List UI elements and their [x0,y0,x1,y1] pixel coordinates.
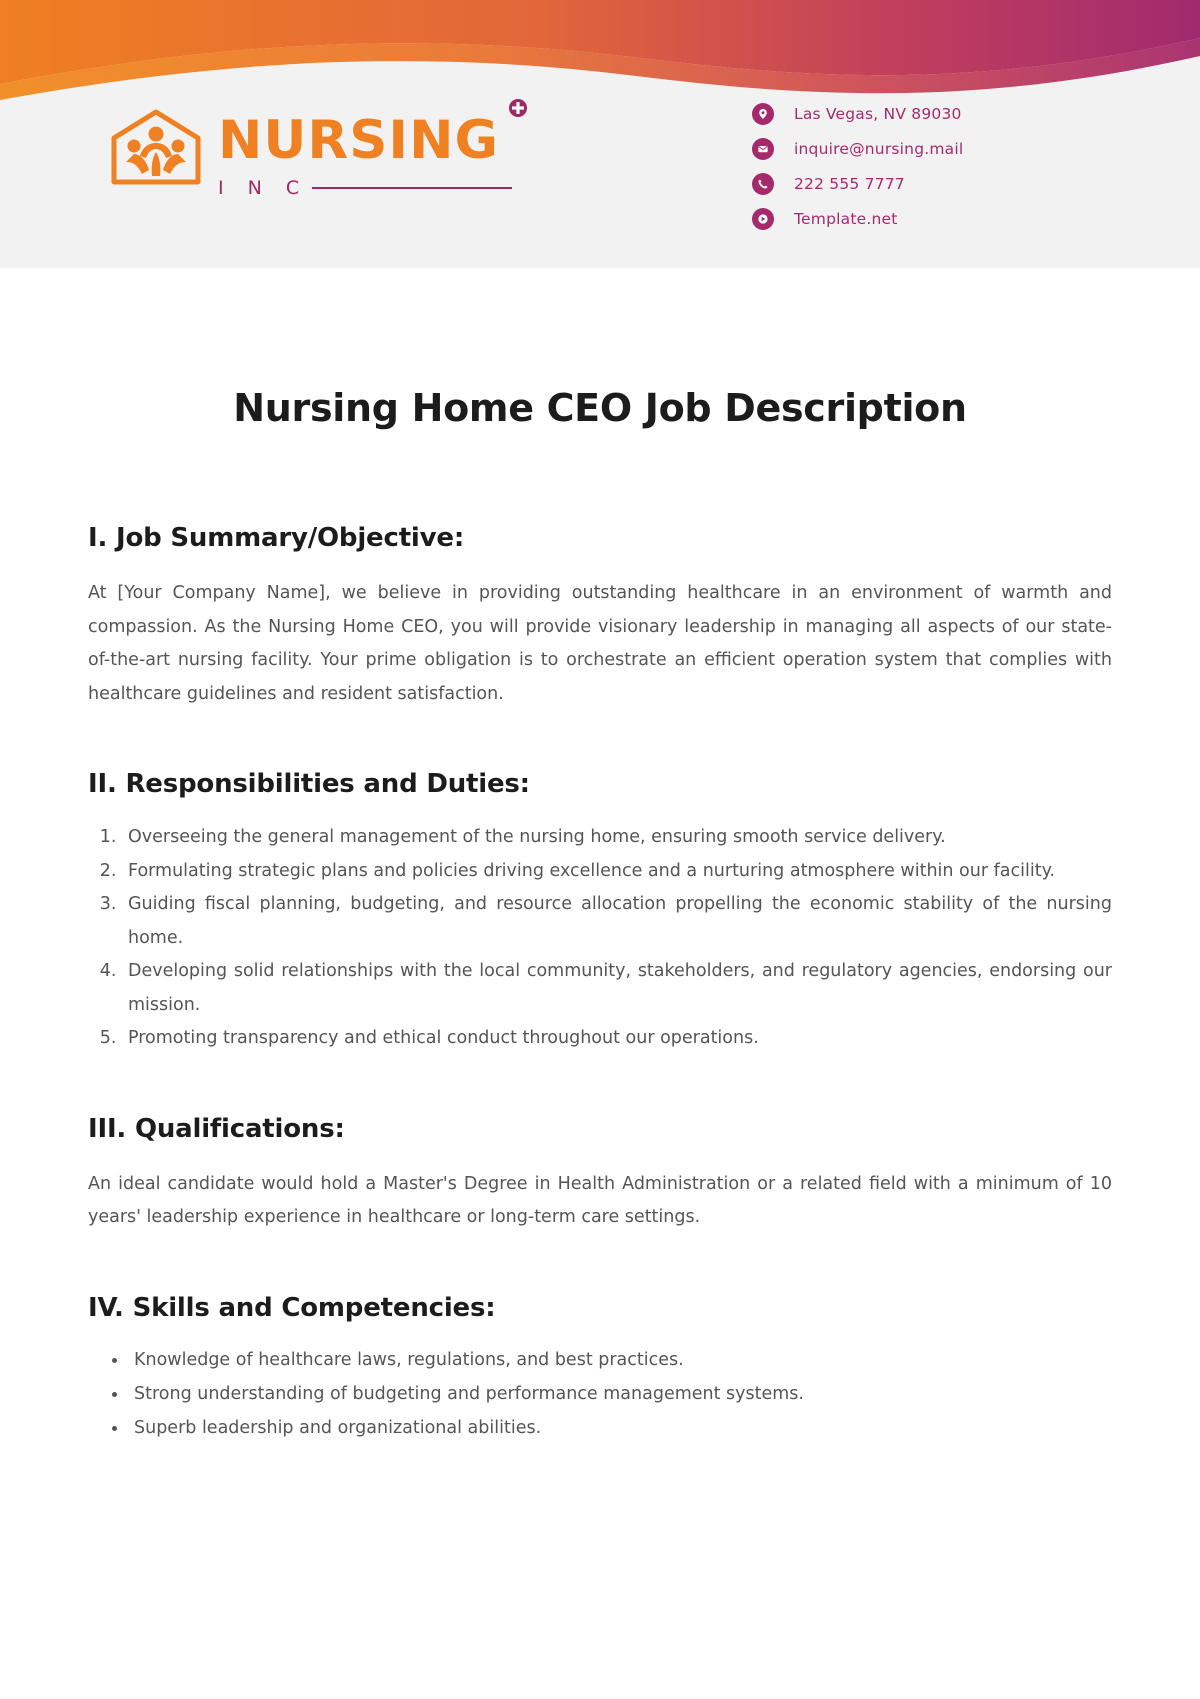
brand-suffix-row [218,177,512,199]
section-heading-responsibilities: II. Responsibilities and Duties: [88,769,530,799]
contact-row-address [752,96,963,131]
section-heading-qualifications: III. Qualifications: [88,1113,345,1144]
list-item: 3. Guiding fiscal planning, budgeting, and resource allocation propelling the economic stability of the nursing home. [122,888,1112,955]
job-summary-paragraph: At [Your Company Name], we believe in providing outstanding healthcare in an environment of warmth and compassion. As the Nursing Home CEO, you will provide visionary leadership in managing all aspects of our state-of-the-art nursing facility. Your prime obligation is to orchestrate an efficient operation system that complies with healthcare guidelines and resident satisfaction. [88,583,1112,704]
envelope-icon [752,138,774,160]
responsibilities-list [88,799,1112,1056]
page-title: Nursing Home CEO Job Description [233,386,967,430]
contact-list [752,96,963,236]
document-header [0,0,1200,268]
list-item: • Superb leadership and organizational abilities. [128,1411,1112,1445]
contact-row-email [752,131,963,166]
contact-address: Las Vegas, NV 89030 [794,104,962,123]
document-body [0,268,1200,1445]
contact-phone: 222 555 7777 [794,174,905,193]
list-item: • Knowledge of healthcare laws, regulations, and best practices. [128,1343,1112,1377]
location-pin-icon [752,103,774,125]
list-item: 1. Overseeing the general management of the nursing home, ensuring smooth service delivery. [122,821,1112,855]
house-family-icon [108,108,204,186]
brand-name: NURSING [218,114,512,167]
contact-row-website [752,201,963,236]
list-item: • Strong understanding of budgeting and performance management systems. [128,1377,1112,1411]
contact-website: Template.net [794,209,898,228]
brand-suffix: I N C [218,177,309,199]
qualifications-paragraph: An ideal candidate would hold a Master's Degree in Health Administration or a related field with a minimum of 10 years' leadership experience in healthcare or long-term care settings. [88,1173,1112,1227]
list-item: 5. Promoting transparency and ethical conduct throughout our operations. [122,1022,1112,1056]
section-heading-job-summary: I. Job Summary/Objective: [88,523,465,553]
globe-icon [752,208,774,230]
phone-icon [752,173,774,195]
list-item: 2. Formulating strategic plans and policies driving excellence and a nurturing atmosphere within our facility. [122,855,1112,889]
section-heading-skills: IV. Skills and Competencies: [88,1292,496,1323]
medical-cross-icon [508,98,528,118]
skills-list [88,1323,1112,1445]
brand-logo [108,108,512,199]
contact-row-phone [752,166,963,201]
brand-rule [312,187,512,189]
list-item: 4. Developing solid relationships with the local community, stakeholders, and regulatory agencies, endorsing our mission. [122,955,1112,1022]
contact-email: inquire@nursing.mail [794,139,964,158]
